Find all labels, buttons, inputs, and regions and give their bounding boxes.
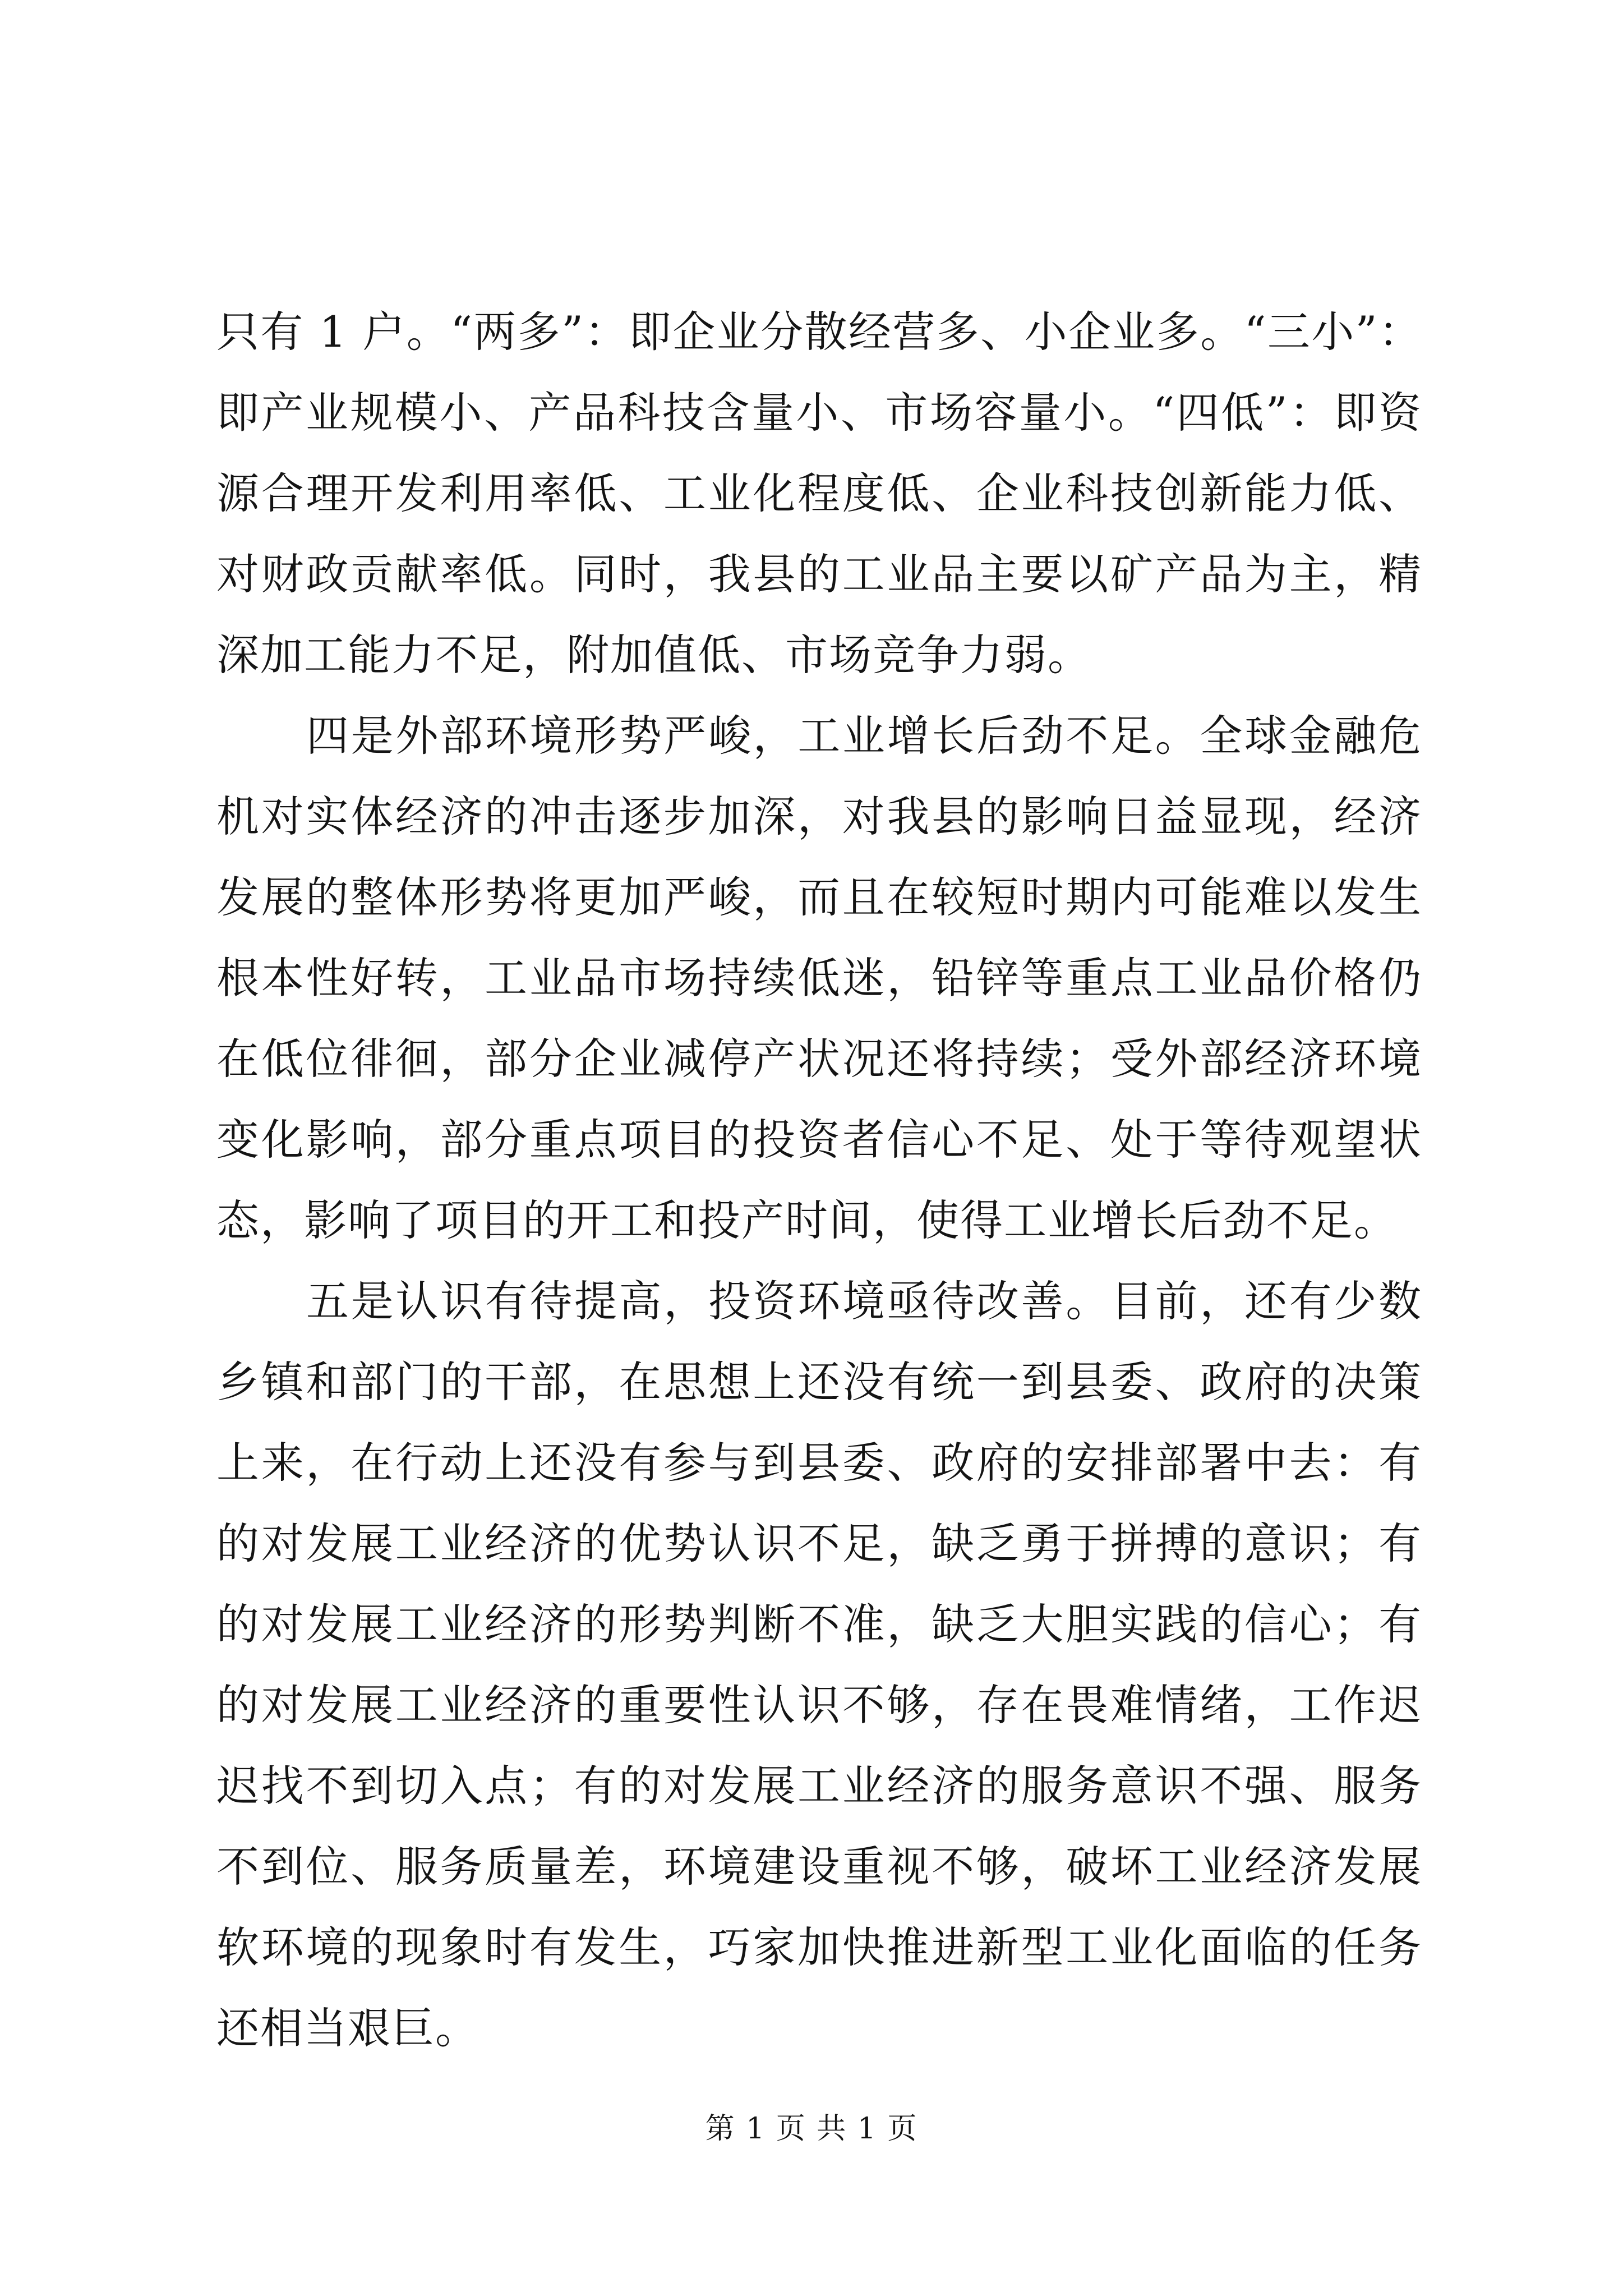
- paragraph-2: 四是外部环境形势严峻，工业增长后劲不足。全球金融危机对实体经济的冲击逐步加深，对我县的影响日益显现，经济发展的整体形势将更加严峻，而且在较短时期内可能难以发生根本性好转，工业品市场持续低迷，铅锌等重点工业品价格仍在低位徘徊，部分企业减停产状况还将持续；受外部经济环境变化影响，部分重点项目的投资者信心不足、处于等待观望状态，影响了项目的开工和投产时间，使得工业增长后劲不足。: [216, 711, 1422, 1245]
- paragraph-3: 五是认识有待提高，投资环境亟待改善。目前，还有少数乡镇和部门的干部，在思想上还没有统一到县委、政府的决策上来，在行动上还没有参与到县委、政府的安排部署中去：有的对发展工业经济的优势认识不足，缺乏勇于拼搏的意识；有的对发展工业经济的形势判断不准，缺乏大胆实践的信心；有的对发展工业经济的重要性认识不够，存在畏难情绪，工作迟迟找不到切入点；有的对发展工业经济的服务意识不强、服务不到位、服务质量差，环境建设重视不够，破坏工业经济发展软环境的现象时有发生，巧家加快推进新型工业化面临的任务还相当艰巨。: [216, 1276, 1422, 2053]
- document-body: [216, 292, 1422, 2069]
- page-footer: 第 1 页 共 1 页: [705, 2112, 918, 2146]
- paragraph-1: 只有 1 户。“两多”：即企业分散经营多、小企业多。“三小”：即产业规模小、产品科技含量小、市场容量小。“四低”：即资源合理开发利用率低、工业化程度低、企业科技创新能力低、对财政贡献率低。同时，我县的工业品主要以矿产品为主，精深加工能力不足，附加值低、市场竞争力弱。: [216, 307, 1422, 680]
